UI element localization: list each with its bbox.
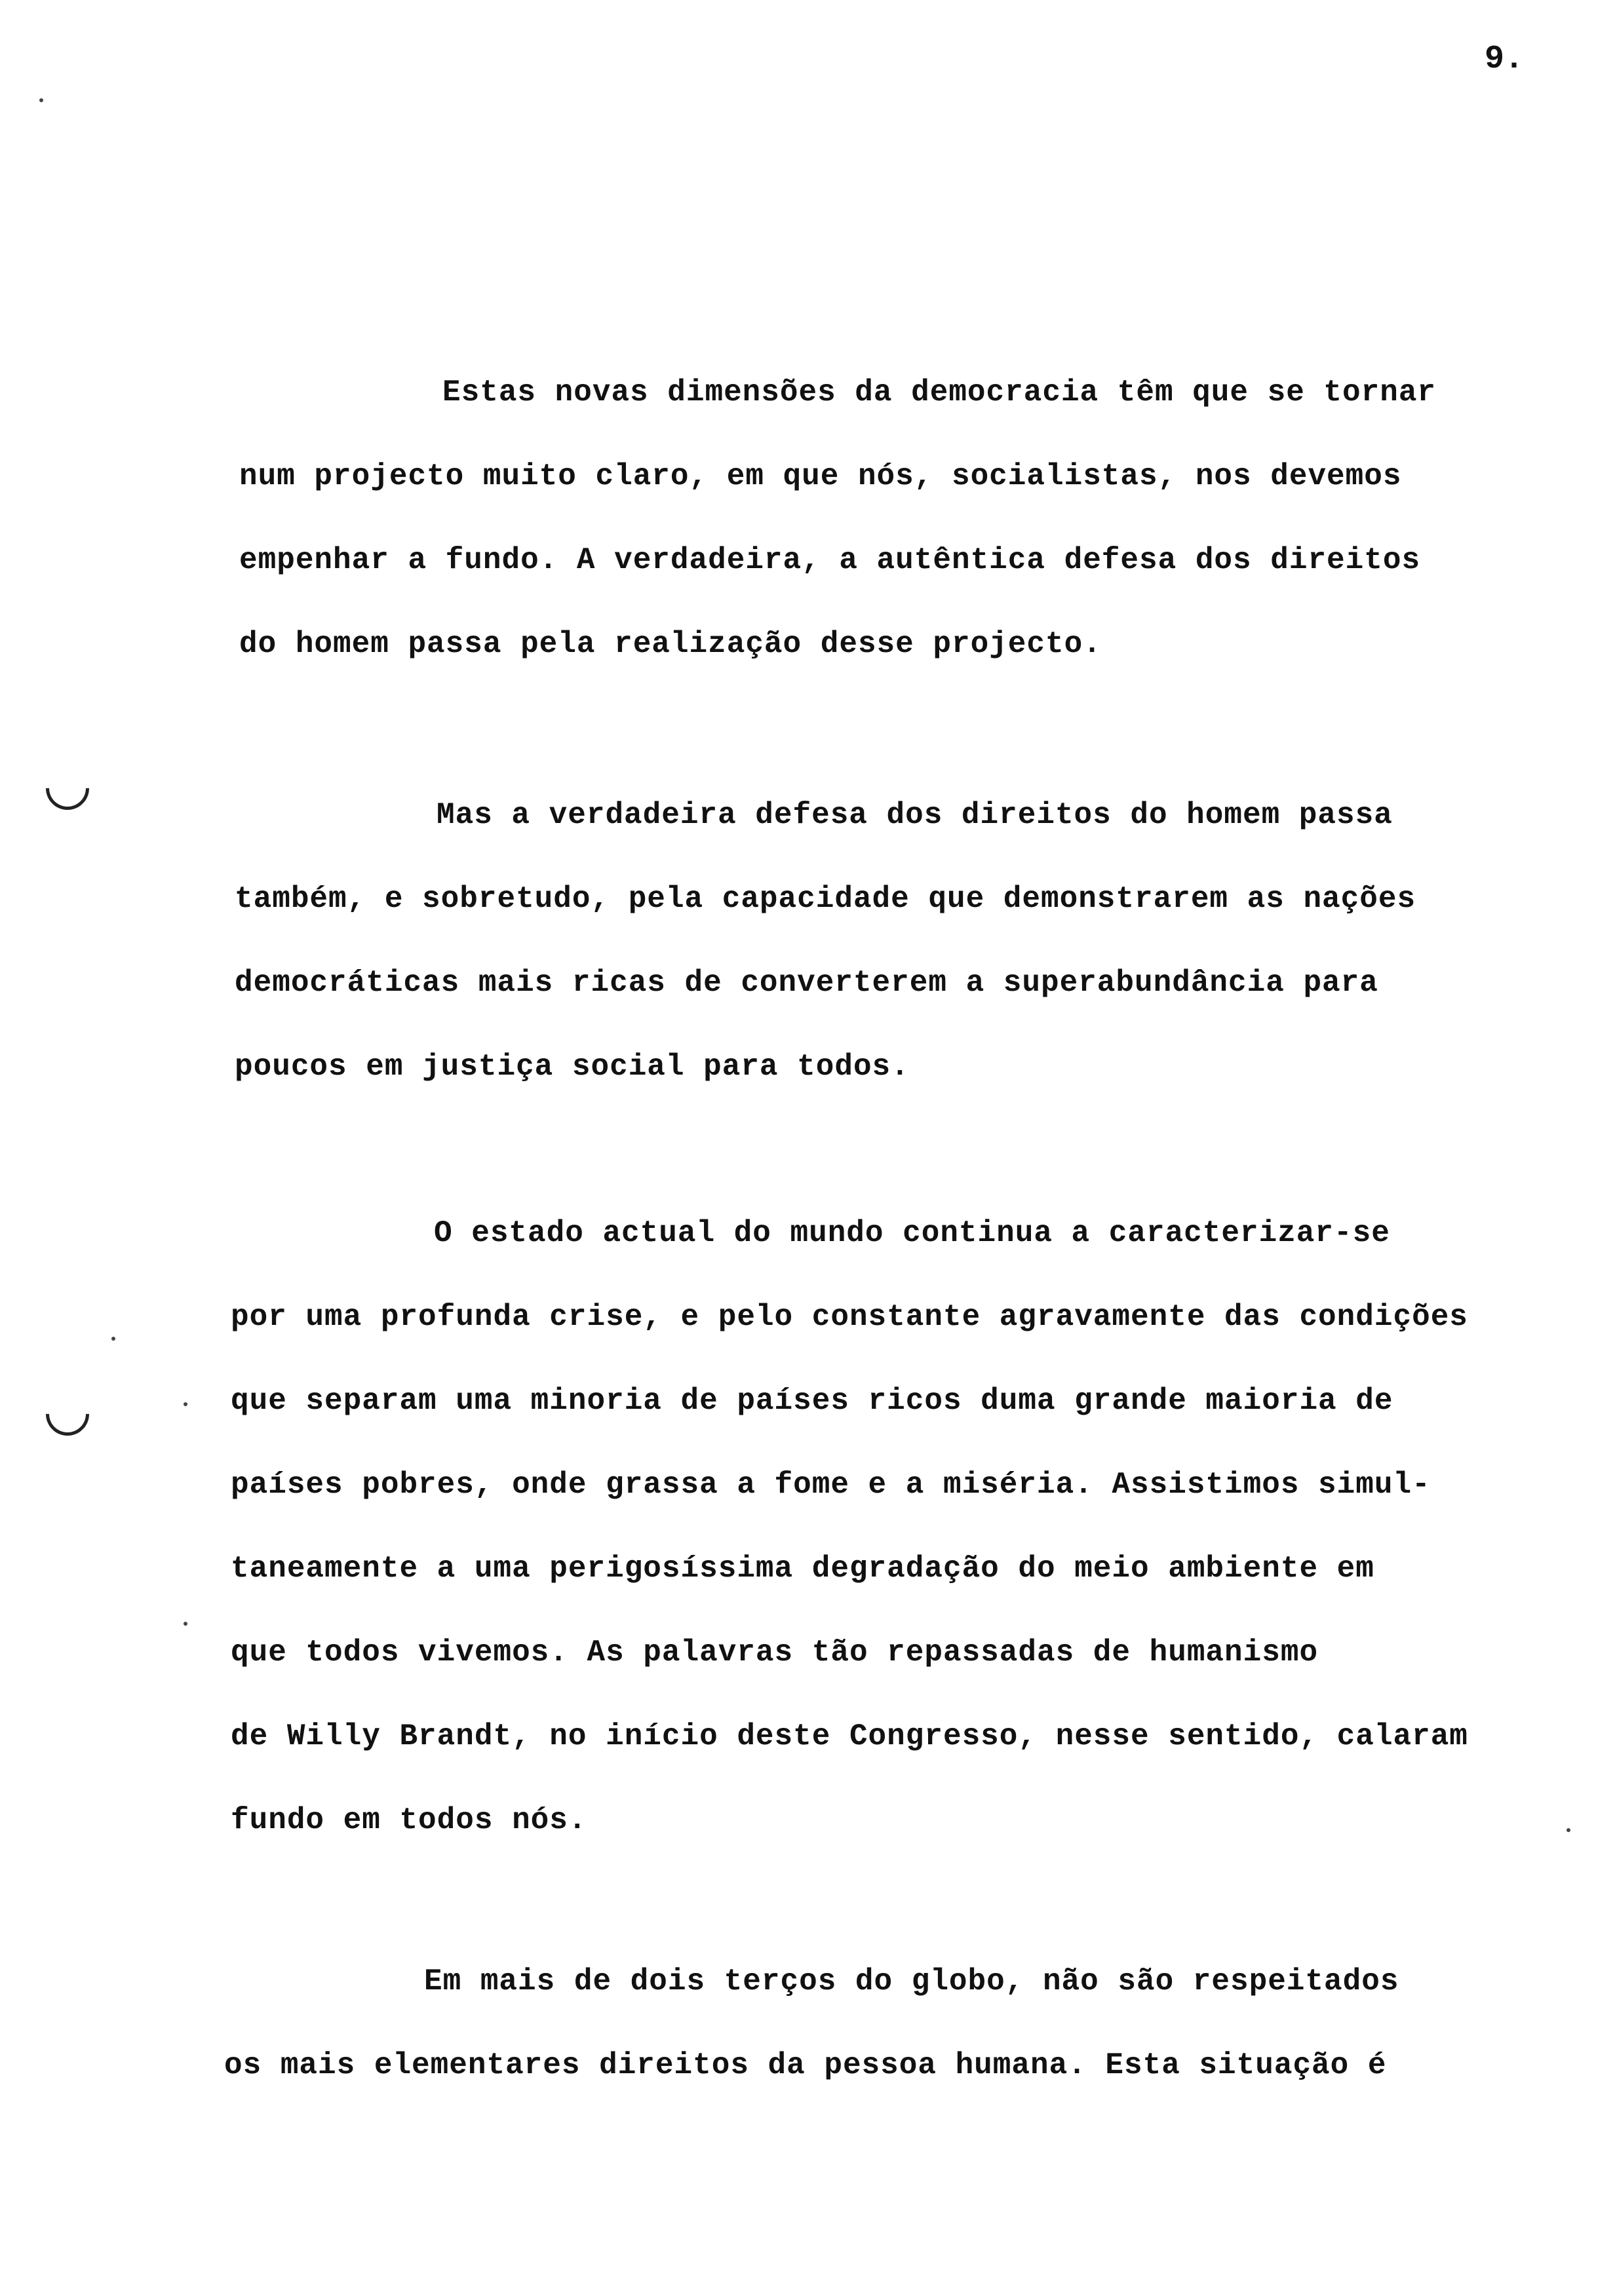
paragraph-2: [235, 773, 1416, 1109]
text-line: países pobres, onde grassa a fome e a miséria. Assistimos simul-: [231, 1468, 1431, 1502]
punch-hole-mark: [37, 1383, 98, 1444]
text-line: fundo em todos nós.: [231, 1803, 587, 1837]
text-line: de Willy Brandt, no início deste Congresso, nesse sentido, calaram: [231, 1719, 1468, 1753]
text-line: empenhar a fundo. A verdadeira, a autêntica defesa dos direitos: [239, 543, 1421, 577]
text-line: Em mais de dois terços do globo, não são respeitados: [424, 1964, 1399, 1999]
scan-speck: [111, 1337, 115, 1341]
text-line: democráticas mais ricas de converterem a superabundância para: [235, 966, 1378, 1000]
text-line: num projecto muito claro, em que nós, socialistas, nos devemos: [239, 459, 1402, 493]
text-line: do homem passa pela realização desse projecto.: [239, 627, 1102, 661]
text-line: que separam uma minoria de países ricos duma grande maioria de: [231, 1384, 1393, 1418]
scan-speck: [39, 98, 43, 102]
text-line: taneamente a uma perigosíssima degradação do meio ambiente em: [231, 1552, 1374, 1586]
scan-speck: [1566, 1828, 1570, 1832]
text-line: por uma profunda crise, e pelo constante agravamente das condições: [231, 1300, 1468, 1334]
paragraph-4: [224, 1940, 1399, 2107]
page-number: 9.: [1485, 41, 1525, 78]
text-line: que todos vivemos. As palavras tão repassadas de humanismo: [231, 1636, 1319, 1670]
text-line: Mas a verdadeira defesa dos direitos do homem passa: [437, 798, 1393, 832]
scan-speck: [184, 1402, 187, 1406]
paragraph-1: [239, 351, 1436, 686]
text-line: também, e sobretudo, pela capacidade que demonstrarem as nações: [235, 882, 1416, 916]
scan-speck: [184, 1622, 187, 1626]
text-line: O estado actual do mundo continua a caracterizar-se: [434, 1216, 1390, 1250]
text-line: poucos em justiça social para todos.: [235, 1050, 910, 1084]
paragraph-3: [231, 1191, 1468, 1862]
text-line: Estas novas dimensões da democracia têm que se tornar: [442, 375, 1437, 410]
punch-hole-mark: [37, 757, 98, 818]
text-line: os mais elementares direitos da pessoa humana. Esta situação é: [224, 2048, 1387, 2082]
